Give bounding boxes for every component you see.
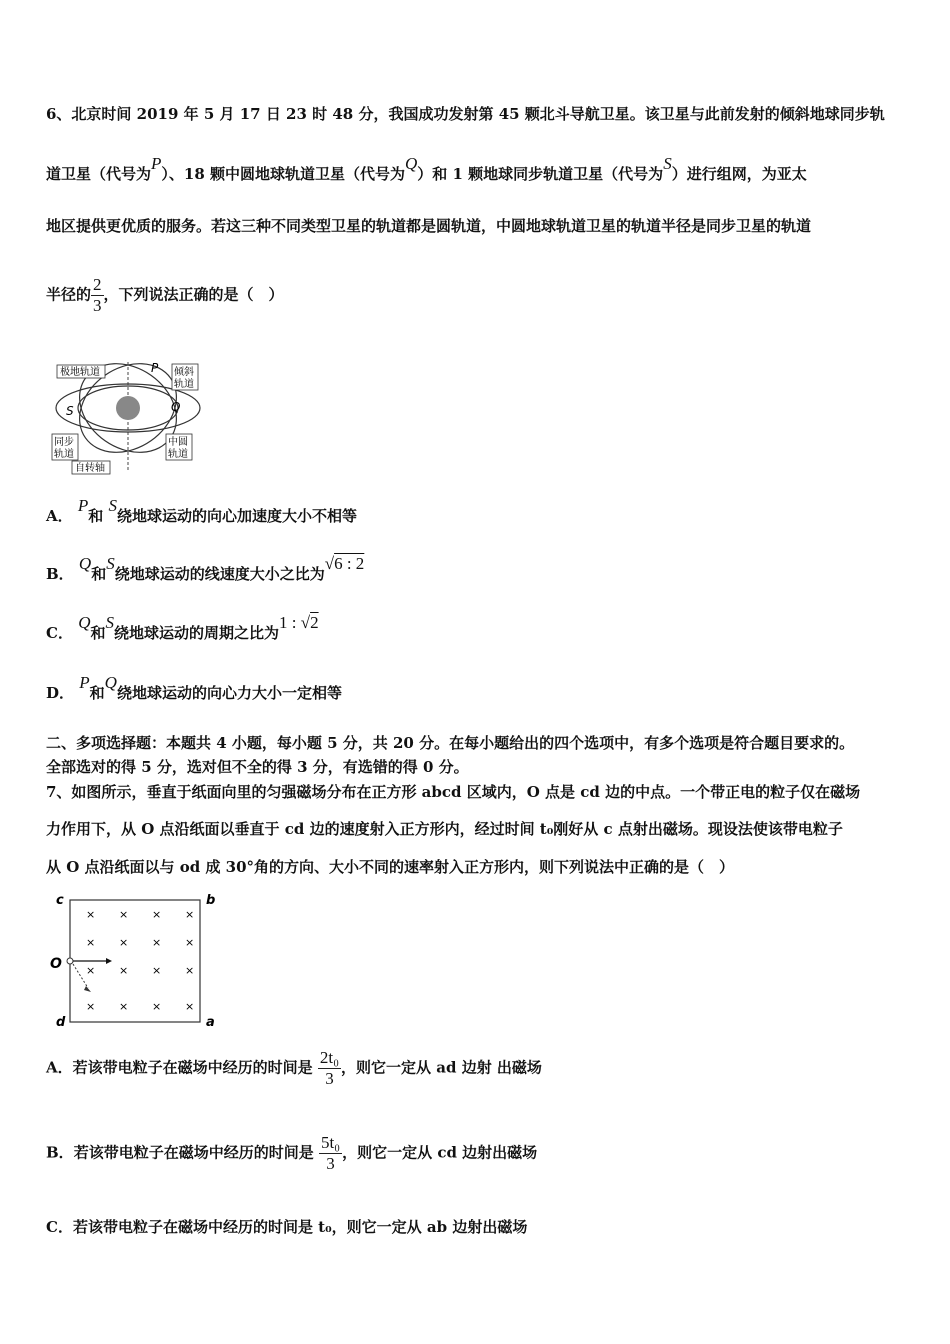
- point-s: S: [66, 404, 74, 418]
- q6-text: ）、18 颗中圆地球轨道卫星（代号为: [161, 165, 406, 183]
- q6-option-c[interactable]: [46, 613, 319, 643]
- var-q: Q: [78, 613, 91, 632]
- var-q: Q: [78, 554, 92, 573]
- q7-line-2: 力作用下，从 O 点沿纸面以垂直于 cd 边的速度射入正方形内，经过时间 t₀刚好从 c 点射出磁场。现设法使该带电粒子: [46, 820, 843, 838]
- magnetic-field-diagram: [48, 888, 223, 1033]
- field-x-mark: ×: [152, 1000, 162, 1013]
- point-q: Q: [171, 400, 181, 414]
- option-text: 绕地球运动的向心力大小一定相等: [116, 684, 342, 702]
- q7-line-1: 7、如图所示，垂直于纸面向里的匀强磁场分布在正方形 abcd 区域内，O 点是 cd 边的中点。一个带正电的粒子仅在磁场: [46, 783, 861, 801]
- q6-line-4: [46, 275, 284, 316]
- q6-text: 半径的: [46, 285, 92, 304]
- label-medium: 中圆: [168, 437, 188, 448]
- orbit-diagram: [50, 360, 210, 475]
- option-text: 若该带电粒子在磁场中经历的时间是: [73, 1143, 314, 1162]
- field-x-mark: ×: [119, 908, 129, 921]
- fraction-numerator: 2t₀: [319, 1048, 340, 1067]
- option-text: ，则它一定从 cd 边射出磁场: [342, 1143, 538, 1162]
- q6-option-a[interactable]: [46, 496, 358, 526]
- option-letter: B．: [46, 565, 74, 583]
- option-text: 绕地球运动的向心加速度大小不相等: [117, 507, 358, 525]
- q6-line-1: 6、北京时间 2019 年 5 月 17 日 23 时 48 分，我国成功发射第 45 颗北斗导航卫星。该卫星与此前发射的倾斜地球同步轨: [46, 105, 885, 123]
- q6-text: ）进行组网，为亚太: [671, 165, 807, 183]
- field-x-mark: ×: [185, 1000, 195, 1013]
- label-incline: 轨道: [174, 379, 194, 390]
- fraction-two-thirds: [91, 275, 104, 316]
- q7-option-a[interactable]: [46, 1048, 542, 1089]
- option-letter: D．: [46, 684, 75, 702]
- arrow-head-icon: [84, 986, 91, 992]
- field-x-mark: ×: [86, 908, 96, 921]
- field-x-mark: ×: [86, 964, 96, 977]
- label-d: d: [56, 1015, 66, 1030]
- q6-text: ，下列说法正确的是（ ）: [103, 285, 284, 304]
- label-c: c: [56, 893, 64, 908]
- option-letter: B．: [46, 1143, 74, 1162]
- earth-icon: [116, 396, 140, 420]
- option-text: 绕地球运动的周期之比为: [113, 624, 279, 642]
- q7-option-b[interactable]: [46, 1133, 537, 1174]
- field-x-mark: ×: [185, 936, 195, 949]
- option-letter: A．: [46, 507, 73, 525]
- ratio-sqrt6-2: √6 : 2: [324, 554, 365, 573]
- fraction-denominator: 3: [326, 1154, 335, 1173]
- var-q: Q: [104, 673, 117, 692]
- field-x-mark: ×: [86, 1000, 96, 1013]
- var-s: S: [105, 613, 114, 632]
- label-a: a: [206, 1015, 215, 1030]
- ratio-1-sqrt2: 1 : √2: [279, 613, 319, 632]
- label-o: O: [50, 956, 62, 972]
- section2-line-2: 全部选对的得 5 分，选对但不全的得 3 分，有选错的得 0 分。: [46, 758, 469, 776]
- var-s: S: [663, 154, 672, 173]
- q6-option-b[interactable]: [46, 554, 365, 584]
- label-medium: 轨道: [168, 449, 188, 460]
- field-x-mark: ×: [119, 964, 129, 977]
- q6-line-3: 地区提供更优质的服务。若这三种不同类型卫星的轨道都是圆轨道，中圆地球轨道卫星的轨道半径是同步卫星的轨道: [46, 217, 812, 235]
- label-axis: 自转轴: [75, 463, 105, 474]
- q6-text: ）和 1 颗地球同步轨道卫星（代号为: [417, 165, 664, 183]
- option-text: ，则它一定从 ad 边射 出磁场: [341, 1058, 542, 1077]
- section2-line-1: 二、多项选择题：本题共 4 小题，每小题 5 分，共 20 分。在每小题给出的四个选项中，有多个选项是符合题目要求的。: [46, 734, 855, 752]
- option-letter: C．: [46, 1218, 73, 1236]
- point-o: [67, 958, 73, 964]
- fraction-5t0-3: [319, 1133, 342, 1174]
- var-p: P: [79, 673, 90, 692]
- label-sync: 同步: [54, 437, 74, 448]
- option-and: 和: [90, 624, 106, 642]
- field-x-mark: ×: [152, 936, 162, 949]
- fraction-denominator: 3: [93, 296, 102, 315]
- var-q: Q: [405, 154, 418, 173]
- point-p: P: [151, 361, 159, 375]
- field-x-mark: ×: [185, 964, 195, 977]
- field-x-mark: ×: [119, 1000, 129, 1013]
- label-polar-orbit: 极地轨道: [60, 367, 100, 378]
- option-text: 绕地球运动的线速度大小之比为: [114, 565, 325, 583]
- arrow-head-icon: [106, 958, 112, 964]
- label-sync: 轨道: [54, 449, 74, 460]
- field-x-mark: ×: [152, 964, 162, 977]
- option-letter: C．: [46, 624, 73, 642]
- var-p: P: [151, 154, 162, 173]
- q7-line-3: 从 O 点沿纸面以与 od 成 30°角的方向、大小不同的速率射入正方形内，则下列说法中正确的是（ ）: [46, 858, 735, 876]
- fraction-2t0-3: [318, 1048, 341, 1089]
- field-x-mark: ×: [86, 936, 96, 949]
- field-x-mark: ×: [185, 908, 195, 921]
- q7-option-c[interactable]: [46, 1216, 527, 1237]
- option-text: 若该带电粒子在磁场中经历的时间是: [72, 1058, 313, 1077]
- fraction-denominator: 3: [325, 1069, 334, 1088]
- label-b: b: [206, 893, 216, 908]
- option-and: 和: [89, 684, 105, 702]
- option-and: 和: [91, 565, 107, 583]
- label-incline: 倾斜: [174, 367, 194, 378]
- fraction-numerator: 5t₀: [320, 1133, 341, 1152]
- field-x-mark: ×: [119, 936, 129, 949]
- option-letter: A．: [46, 1058, 73, 1077]
- var-s: S: [106, 554, 115, 573]
- var-p: P: [77, 496, 89, 515]
- q6-line-2: [46, 154, 807, 184]
- field-x-mark: ×: [152, 908, 162, 921]
- q6-text: 道卫星（代号为: [46, 165, 152, 183]
- var-s: S: [108, 496, 118, 515]
- option-and: 和: [88, 507, 104, 525]
- fraction-numerator: 2: [93, 275, 102, 294]
- option-text: 若该带电粒子在磁场中经历的时间是 t₀，则它一定从 ab 边射出磁场: [72, 1218, 528, 1236]
- q6-option-d[interactable]: [46, 673, 342, 703]
